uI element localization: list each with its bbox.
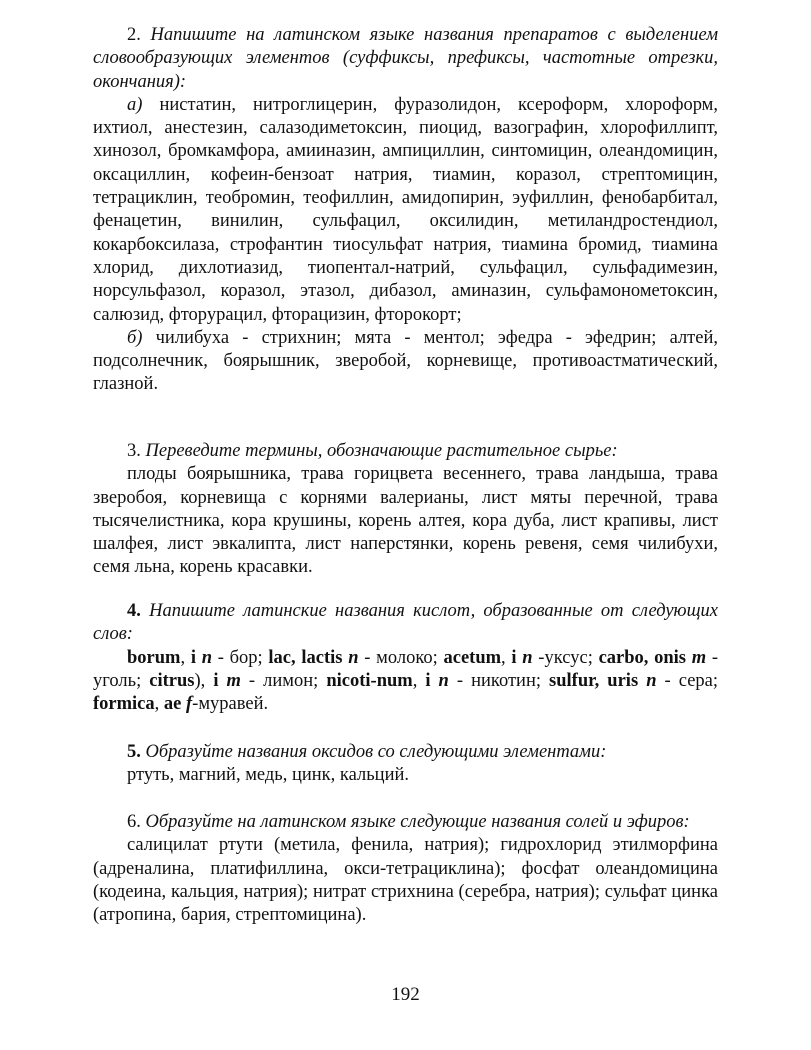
- latin-entry: carbo, onis m - уголь;: [93, 647, 719, 691]
- latin-entry: borum, i n - бор;: [127, 647, 263, 668]
- latin-entry: nicoti-num, i n - никотин;: [326, 670, 541, 691]
- item-marker: а): [127, 94, 143, 115]
- exercise-6-body: салицилат ртути (метила, фенила, натрия); гидрохлорид этилморфина (адреналина, платифиллина, окси-тетрациклина); фосфат олеандомицина (кодеина, кальция, натрия); нитрат стрихнина (серебра, натрия); сульфат цинка (атропина, бария, стрептомицина).: [93, 835, 718, 926]
- exercise-heading-text: Переведите термины, обозначающие растительное сырье:: [145, 441, 618, 461]
- page-number: 192: [391, 984, 420, 1005]
- exercise-6-heading: [93, 811, 718, 834]
- exercise-4-heading: [93, 600, 718, 647]
- exercise-4-body: [93, 647, 718, 717]
- exercise-5-heading: [93, 741, 718, 764]
- exercise-number: 2.: [127, 25, 141, 45]
- exercise-heading-text: Напишите латинские названия кислот, образованные от следующих слов:: [93, 601, 719, 645]
- exercise-number: 6.: [127, 812, 141, 832]
- exercise-heading-text: Образуйте на латинском языке следующие названия солей и эфиров:: [145, 812, 690, 832]
- latin-entry: acetum, i n -уксус;: [443, 647, 593, 668]
- exercise-2: [93, 24, 718, 397]
- exercise-2-item-b: [93, 327, 718, 397]
- exercise-number: 3.: [127, 441, 141, 461]
- exercise-5: [93, 741, 718, 788]
- exercise-number: 4.: [127, 601, 141, 621]
- exercise-number: 5.: [127, 742, 141, 762]
- latin-entry: formica, ae f-муравей.: [93, 694, 269, 715]
- exercise-3-body: плоды боярышника, трава горицвета весеннего, трава ландыша, трава зверобоя, корневища с корнями валерианы, лист мяты перечной, трава тысячелистника, кора крушины, корень алтея, кора дуба, лист крапивы, лист шалфея, лист эвкалипта, лист наперстянки, корень ревеня, семя чилибухи, семя льна, корень красавки.: [93, 464, 718, 578]
- exercise-5-body: ртуть, магний, медь, цинк, кальций.: [127, 765, 409, 786]
- exercise-4: [93, 600, 718, 716]
- exercise-heading-text: Образуйте названия оксидов со следующими элементами:: [145, 742, 607, 762]
- latin-entry: sulfur, uris n - сера;: [549, 670, 719, 691]
- exercise-heading-text: Напишите на латинском языке названия препаратов с выделением словообразующих элементов (суффиксы, префиксы, частотные отрезки, окончания):: [93, 25, 718, 92]
- latin-entry: lac, lactis n - молоко;: [268, 647, 438, 668]
- exercise-6: [93, 811, 718, 927]
- item-marker: б): [127, 327, 143, 348]
- exercise-3: [93, 440, 718, 580]
- exercise-3-heading: [93, 440, 718, 463]
- item-text: чилибуха - стрихнин; мята - ментол; эфедра - эфедрин; алтей, подсолнечник, боярышник, зверобой, корневище, противоастматический, глазной.: [93, 327, 718, 395]
- exercise-2-heading: [93, 24, 718, 94]
- latin-entry: citrus), i m - лимон;: [149, 670, 319, 691]
- item-text: нистатин, нитроглицерин, фуразолидон, ксероформ, хлороформ, ихтиол, анестезин, салазодиметоксин, пиоцид, вазографин, хлорофиллипт, хинозол, бромкамфора, амииназин, ампициллин, синтомицин, олеандомицин, оксациллин, кофеин-бензоат натрия, тиамин, коразол, стрептомицин, тетрациклин, теобромин, теофиллин, амидопирин, эуфиллин, фенобарбитал, фенацетин, винилин, сульфацил, оксилидин, метиландростендиол, кокарбоксилаза, строфантин тиосульфат натрия, тиамина бромид, тиамина хлорид, дихлотиазид, тиопентал-натрий, сульфацил, сульфадимезин, норсульфазол, коразол, этазол, дибазол, аминазин, сульфамонометоксин, салюзид, фторурацил, фторацизин, фторокорт;: [93, 94, 718, 325]
- exercise-2-item-a: [93, 94, 718, 327]
